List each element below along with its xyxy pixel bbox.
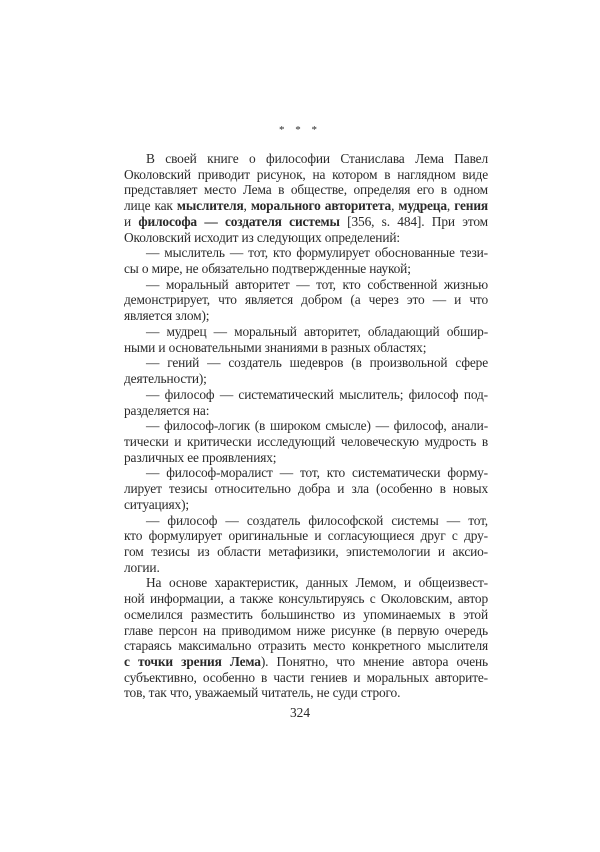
text-segment: — философ-моралист — тот, кто систематически форму- xyxy=(146,465,488,481)
text-line xyxy=(124,465,488,481)
text-segment: разделяется на: xyxy=(124,402,210,418)
text-segment: — мыслитель — тот, кто формулирует обоснованные тези- xyxy=(146,245,488,261)
text-line xyxy=(124,481,488,497)
text-line xyxy=(124,403,488,419)
text-line xyxy=(124,560,488,576)
bold-term: гения xyxy=(454,198,488,214)
text-line xyxy=(124,544,488,560)
text-segment: демонстрирует, что является добром (а через это — и что xyxy=(124,292,488,308)
text-line xyxy=(124,340,488,356)
section-separator: * * * xyxy=(279,124,321,136)
text-line xyxy=(124,654,488,670)
text-segment: Околовский приводит рисунок, на котором в наглядном виде xyxy=(124,166,488,182)
text-line xyxy=(124,387,488,403)
text-segment: , xyxy=(446,198,455,214)
bold-term: мудреца xyxy=(398,198,447,214)
text-segment: главе персон на приводимом ниже рисунке (в первую очередь xyxy=(124,622,488,638)
text-line xyxy=(124,214,488,230)
text-line xyxy=(124,434,488,450)
text-line xyxy=(124,513,488,529)
text-segment: — философ-логик (в широком смысле) — философ, анали- xyxy=(146,418,488,434)
bold-term: с точки зрения Лема xyxy=(124,654,261,669)
text-segment: — гений — создатель шедевров (в произвольной сфере xyxy=(146,355,488,371)
text-segment: является злом); xyxy=(124,308,210,324)
text-segment: осмелился разместить большинство из упоминаемых в этой xyxy=(124,606,488,622)
text-line xyxy=(124,182,488,198)
text-line xyxy=(124,607,488,623)
text-segment: ). Понятно, что мнение автора очень xyxy=(260,654,488,669)
text-line xyxy=(124,151,488,167)
text-segment: тически и критически исследующий человеческую мудрость в xyxy=(124,433,488,449)
text-segment: сы о мире, не обязательно подтвержденные наукой; xyxy=(124,261,411,277)
text-line xyxy=(124,685,488,701)
text-segment: стараясь максимально отразить место конкретного мыслителя xyxy=(124,638,488,654)
text-line xyxy=(124,638,488,654)
text-line xyxy=(124,277,488,293)
body-text xyxy=(124,151,488,701)
text-line xyxy=(124,623,488,639)
text-segment: логии. xyxy=(124,559,160,575)
text-line xyxy=(124,355,488,371)
text-segment: кто формулирует оригинальные и согласующиеся друг с дру- xyxy=(124,528,488,544)
text-segment: — философ — систематический мыслитель; философ под- xyxy=(146,386,488,402)
text-segment: лице как xyxy=(124,198,177,214)
text-segment: субъективно, особенно в части гениев и моральных авторите- xyxy=(124,669,488,685)
text-segment: — моральный авторитет — тот, кто собственной жизнью xyxy=(146,276,488,292)
text-segment: Околовский исходит из следующих определений: xyxy=(124,229,400,245)
text-line xyxy=(124,167,488,183)
text-segment: В своей книге о философии Станислава Лема Павел xyxy=(146,151,488,166)
text-line xyxy=(124,245,488,261)
text-line xyxy=(124,292,488,308)
text-line xyxy=(124,324,488,340)
text-line xyxy=(124,371,488,387)
text-line xyxy=(124,497,488,513)
bold-term: философа — создателя системы xyxy=(138,213,340,229)
text-segment: представляет место Лема в обществе, определяя его в одном xyxy=(124,182,488,198)
text-line xyxy=(124,230,488,246)
text-line xyxy=(124,308,488,324)
text-line xyxy=(124,591,488,607)
text-segment: ситуациях); xyxy=(124,496,189,512)
text-line xyxy=(124,450,488,466)
text-segment: лирует тезисы относительно добра и зла (особенно в новых xyxy=(124,481,488,497)
text-line xyxy=(124,670,488,686)
text-segment: [356, s. 484]. При этом xyxy=(339,213,488,229)
text-segment: и xyxy=(124,213,139,229)
text-segment: — философ — создатель философской системы — тот, xyxy=(146,512,488,528)
text-segment: ными и основательными знаниями в разных областях; xyxy=(124,339,427,355)
text-segment: ной информации, а также консультируясь с Околовским, автор xyxy=(124,591,488,607)
page-number: 324 xyxy=(289,705,311,721)
bold-term: морального авторитета xyxy=(250,198,392,214)
text-segment: тов, так что, уважаемый читатель, не суди строго. xyxy=(124,685,401,701)
text-segment: деятельности); xyxy=(124,371,207,387)
text-segment: , xyxy=(243,198,251,214)
text-line xyxy=(124,528,488,544)
text-line xyxy=(124,418,488,434)
bold-term: мыслителя xyxy=(176,198,244,214)
text-segment: — мудрец — моральный авторитет, обладающий обшир- xyxy=(146,323,488,339)
text-line xyxy=(124,198,488,214)
text-segment: гом тезисы из области метафизики, эпистемологии и аксио- xyxy=(124,543,488,559)
text-line xyxy=(124,575,488,591)
text-line xyxy=(124,261,488,277)
text-segment: различных ее проявлениях; xyxy=(124,449,277,465)
page-body xyxy=(0,151,600,721)
text-segment: , xyxy=(391,198,399,214)
text-segment: На основе характеристик, данных Лемом, и общеизвест- xyxy=(146,575,488,591)
